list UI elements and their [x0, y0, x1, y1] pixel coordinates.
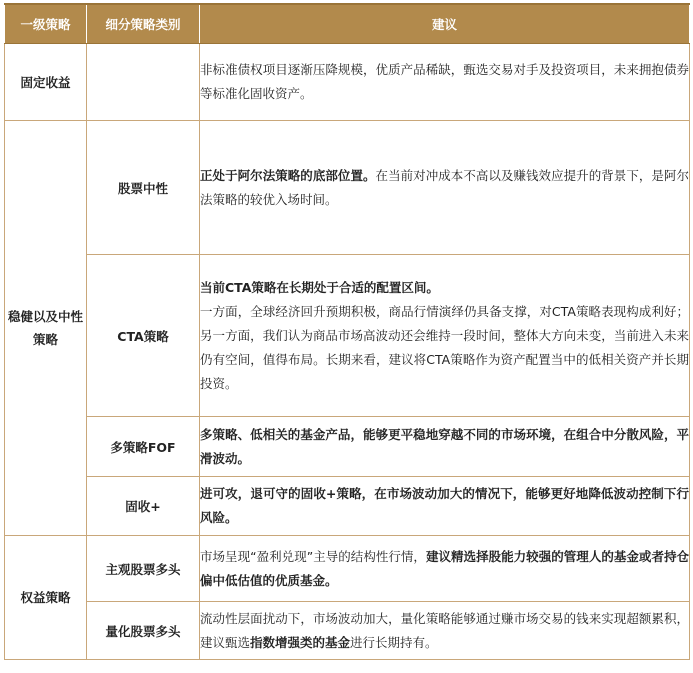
advice-text: 一方面，全球经济回升预期积极，商品行情演绎仍具备支撑，对CTA策略表现构成利好；另一方面，我们认为商品市场高波动还会维持一段时间，整体大方向未变，当前进入未来仍有空间，值得布局。长期来看，建议将CTA策略作为资产配置当中的低相关资产并长期投资。	[200, 303, 689, 391]
header-level2: 细分策略类别	[87, 4, 200, 44]
advice-bold: 正处于阿尔法策略的底部位置。	[200, 167, 376, 183]
advice-text: 进行长期持有。	[350, 634, 438, 650]
strategy-table	[4, 3, 690, 660]
header-level1: 一级策略	[5, 4, 87, 44]
level2-cta: CTA策略	[87, 255, 200, 417]
header-row	[5, 4, 690, 44]
level2-multi-fof: 多策略FOF	[87, 417, 200, 477]
level1-stable-label: 稳健以及中性策略	[7, 309, 83, 347]
advice-bold: 进可攻，退可守的固收+策略，在市场波动加大的情况下，能够更好地降低波动控制下行风险。	[200, 486, 689, 525]
level2-fixed-plus: 固收+	[87, 477, 200, 536]
level2-equity-neutral: 股票中性	[87, 121, 200, 255]
advice-multi-fof	[200, 417, 690, 477]
level2-empty	[87, 44, 200, 121]
level1-stable	[5, 121, 87, 536]
level2-quant-long: 量化股票多头	[87, 602, 200, 660]
advice-subjective-long	[200, 536, 690, 602]
advice-fixed-plus	[200, 477, 690, 536]
advice-bold: 指数增强类的基金	[250, 634, 351, 650]
advice-quant-long	[200, 602, 690, 660]
table-row	[5, 417, 690, 477]
advice-text: 非标准债权项目逐渐压降规模，优质产品稀缺，甄选交易对手及投资项目，未来拥抱债券等标准化固收资产。	[200, 62, 689, 101]
level1-fixed-income: 固定收益	[5, 44, 87, 121]
table-row	[5, 602, 690, 660]
table-row	[5, 255, 690, 417]
advice-bold: 建议精选择股能力较强的管理人的基金或者持仓偏中低估值的优质基金。	[200, 548, 689, 588]
header-advice: 建议	[200, 4, 690, 44]
table-row	[5, 121, 690, 255]
table-row	[5, 477, 690, 536]
table-row	[5, 44, 690, 121]
advice-cta	[200, 255, 690, 417]
advice-bold: 当前CTA策略在长期处于合适的配置区间。	[200, 279, 439, 295]
advice-text: 在当前对冲成本不高以及赚钱效应提升的背景下，是阿尔法策略的较优入场时间。	[200, 167, 689, 207]
advice-bold: 多策略、低相关的基金产品，能够更平稳地穿越不同的市场环境，在组合中分散风险，平滑波动。	[200, 426, 689, 466]
advice-equity-neutral	[200, 121, 690, 255]
level1-equity: 权益策略	[5, 536, 87, 660]
table-row	[5, 536, 690, 602]
advice-text: 市场呈现“盈利兑现”主导的结构性行情，	[200, 548, 426, 564]
advice-fixed-income	[200, 44, 690, 121]
advice-text: 流动性层面扰动下，市场波动加大，量化策略能够通过赚市场交易的钱来实现超额累积，建议甄选	[200, 610, 689, 650]
level2-subjective-long: 主观股票多头	[87, 536, 200, 602]
